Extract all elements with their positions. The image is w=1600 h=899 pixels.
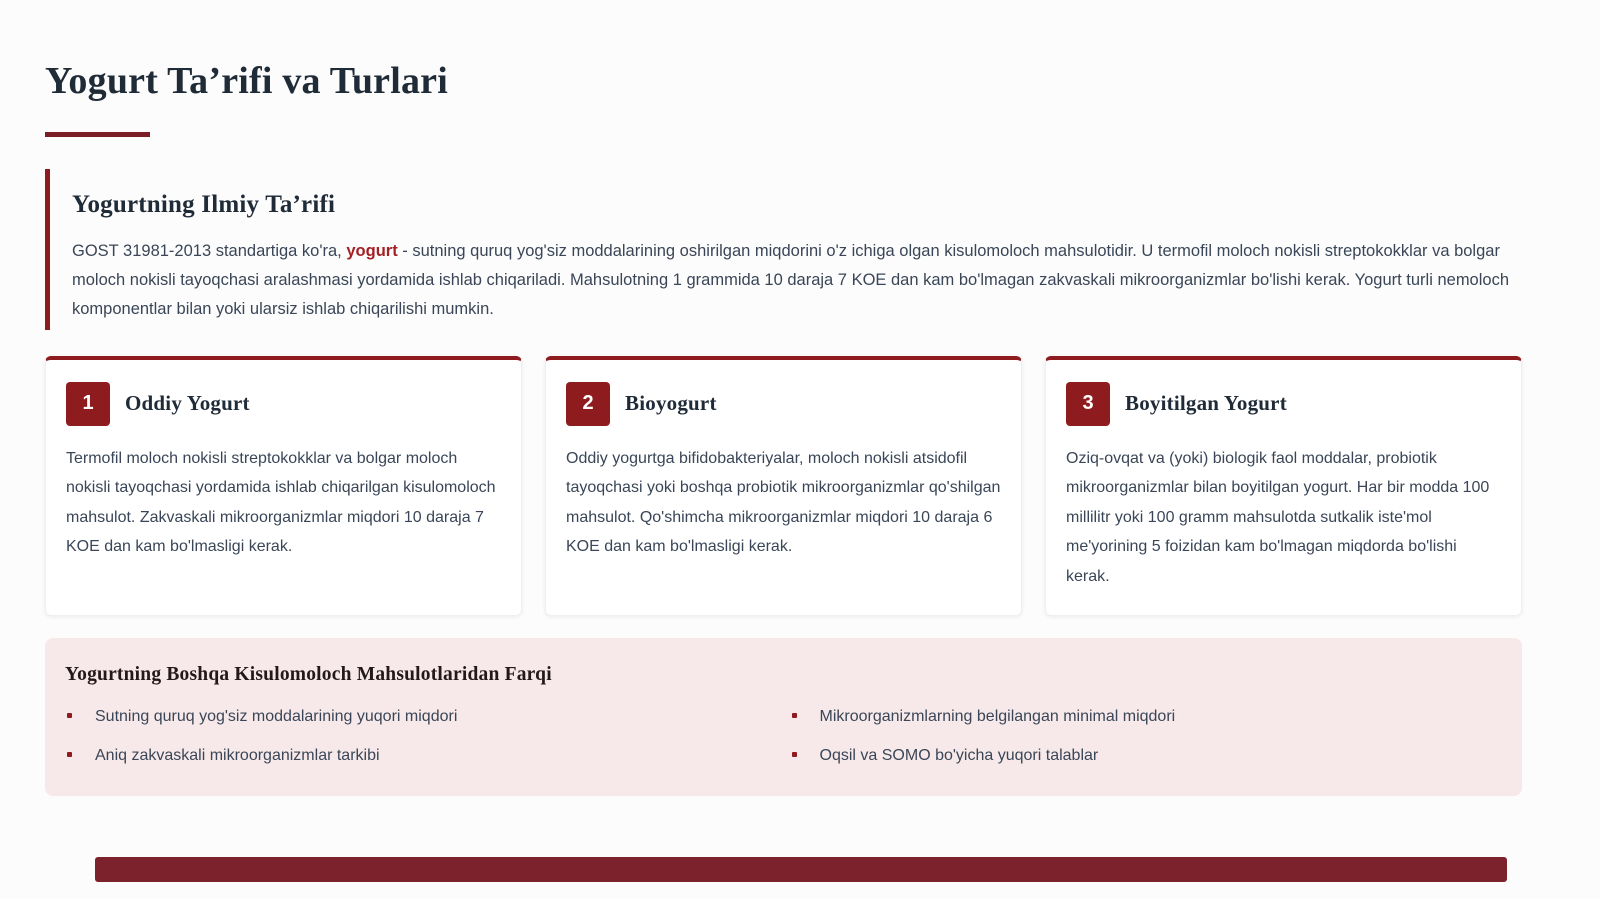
- card-boyitilgan-yogurt: [1045, 356, 1522, 617]
- card-description: Oziq-ovqat va (yoki) biologik faol moddalar, probiotik mikroorganizmlar bilan boyitilgan yogurt. Har bir modda 100 millilitr yoki 100 gramm mahsulotda sutkalik iste'mol me'yorining 5 foizidan kam bo'lmagan miqdorda bo'lishi kerak.: [1066, 449, 1490, 585]
- number-badge: 3: [1066, 382, 1110, 426]
- definition-heading: Yogurtning Ilmiy Ta’rifi: [72, 190, 336, 218]
- differences-panel: [45, 638, 1522, 796]
- definition-text-after: - sutning quruq yog'siz moddalarining oshirilgan miqdorini o'z ichiga olgan kisulomoloch mahsulotidir. U termofil moloch nokisli streptokokklar va bolgar moloch nokisli tayoqchasi aralashmasi yordamida ishlab chiqariladi. Mahsulotning 1 grammida 10 daraja 7 KOE dan kam bo'lmagan zakvaskali mikroorganizmlar bo'lishi kerak. Yogurt turli nemoloch komponentlar bilan yoki ularsiz ishlab chiqarilishi mumkin.: [72, 241, 1510, 318]
- bullet-icon: [792, 752, 797, 757]
- list-item-text: Aniq zakvaskali mikroorganizmlar tarkibi: [95, 747, 380, 765]
- differences-list-left: [65, 698, 778, 776]
- card-oddiy-yogurt: [45, 356, 522, 617]
- list-item-text: Mikroorganizmlarning belgilangan minimal miqdori: [819, 708, 1176, 726]
- bullet-icon: [67, 752, 72, 757]
- card-description: Termofil moloch nokisli streptokokklar va bolgar moloch nokisli tayoqchasi yordamida ishlab chiqarilgan kisulomoloch mahsulot. Zakvaskali mikroorganizmlar miqdori 10 daraja 7 KOE dan kam bo'lmasligi kerak.: [66, 449, 496, 556]
- yogurt-type-cards: [45, 356, 1522, 617]
- list-item: [65, 698, 778, 737]
- list-item: [790, 737, 1503, 776]
- card-title: Oddiy Yogurt: [125, 391, 250, 416]
- list-item: [790, 698, 1503, 737]
- differences-list-right: [790, 698, 1503, 776]
- differences-heading: Yogurtning Boshqa Kisulomoloch Mahsulotlaridan Farqi: [65, 664, 552, 686]
- card-header: [1066, 382, 1501, 426]
- definition-text: [72, 237, 1512, 324]
- highlight-term: yogurt: [346, 241, 398, 260]
- title-underline: [45, 132, 150, 137]
- number-badge: 2: [566, 382, 610, 426]
- bottom-section-bar: [95, 857, 1507, 882]
- card-title: Bioyogurt: [625, 391, 717, 416]
- card-header: [566, 382, 1001, 426]
- bullet-icon: [792, 713, 797, 718]
- card-description: Oddiy yogurtga bifidobakteriyalar, moloch nokisli atsidofil tayoqchasi yoki boshqa probiotik mikroorganizmlar qo'shilgan mahsulot. Qo'shimcha mikroorganizmlar miqdori 10 daraja 6 KOE dan kam bo'lmasligi kerak.: [566, 449, 1001, 556]
- list-item-text: Oqsil va SOMO bo'yicha yuqori talablar: [819, 747, 1099, 765]
- card-header: [66, 382, 501, 426]
- definition-panel: [45, 169, 1522, 330]
- differences-columns: [65, 698, 1502, 776]
- definition-text-before: GOST 31981-2013 standartiga ko'ra,: [72, 241, 347, 260]
- list-item: [65, 737, 778, 776]
- number-badge: 1: [66, 382, 110, 426]
- card-title: Boyitilgan Yogurt: [1125, 391, 1287, 416]
- list-item-text: Sutning quruq yog'siz moddalarining yuqori miqdori: [95, 708, 458, 726]
- card-bioyogurt: [545, 356, 1022, 617]
- bullet-icon: [67, 713, 72, 718]
- page-title: Yogurt Ta’rifi va Turlari: [45, 60, 448, 102]
